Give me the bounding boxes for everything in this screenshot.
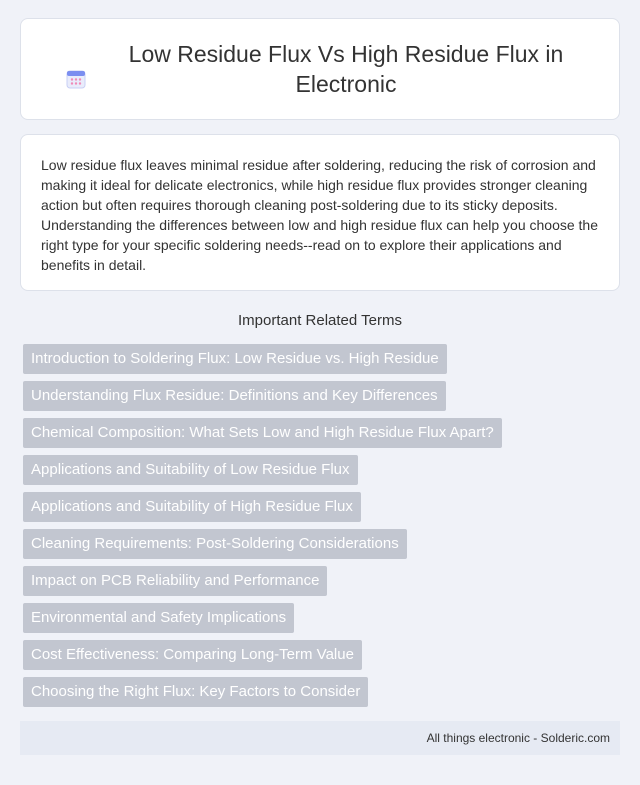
related-term-link[interactable]: Chemical Composition: What Sets Low and High Residue Flux Apart?	[23, 418, 502, 448]
page-title: Low Residue Flux Vs High Residue Flux in Electronic	[128, 41, 564, 97]
related-term-link[interactable]: Applications and Suitability of High Residue Flux	[23, 492, 361, 522]
header-card	[20, 18, 620, 120]
footer	[20, 721, 620, 755]
related-terms-list	[23, 344, 623, 714]
title-wrap	[59, 39, 581, 99]
related-term-link[interactable]: Cleaning Requirements: Post-Soldering Considerations	[23, 529, 407, 559]
related-terms-title: Important Related Terms	[238, 312, 402, 329]
related-term-link[interactable]: Environmental and Safety Implications	[23, 603, 294, 633]
related-term-link[interactable]: Introduction to Soldering Flux: Low Residue vs. High Residue	[23, 344, 447, 374]
related-term-link[interactable]: Choosing the Right Flux: Key Factors to Consider	[23, 677, 368, 707]
footer-text: All things electronic - Solderic.com	[426, 731, 610, 745]
calendar-icon	[65, 68, 87, 90]
related-term-link[interactable]: Applications and Suitability of Low Residue Flux	[23, 455, 358, 485]
related-term-link[interactable]: Understanding Flux Residue: Definitions and Key Differences	[23, 381, 446, 411]
related-term-link[interactable]: Cost Effectiveness: Comparing Long-Term Value	[23, 640, 362, 670]
related-term-link[interactable]: Impact on PCB Reliability and Performance	[23, 566, 327, 596]
intro-text: Low residue flux leaves minimal residue after soldering, reducing the risk of corrosion and making it ideal for delicate electronics, while high residue flux provides stronger cleaning action but often requires thorough cleaning post-soldering due to its sticky deposits. Understanding the differences between low and high residue flux can help you choose the right type for your specific soldering needs--read on to explore their applications and benefits in detail.	[41, 157, 599, 273]
intro-card	[20, 134, 620, 291]
